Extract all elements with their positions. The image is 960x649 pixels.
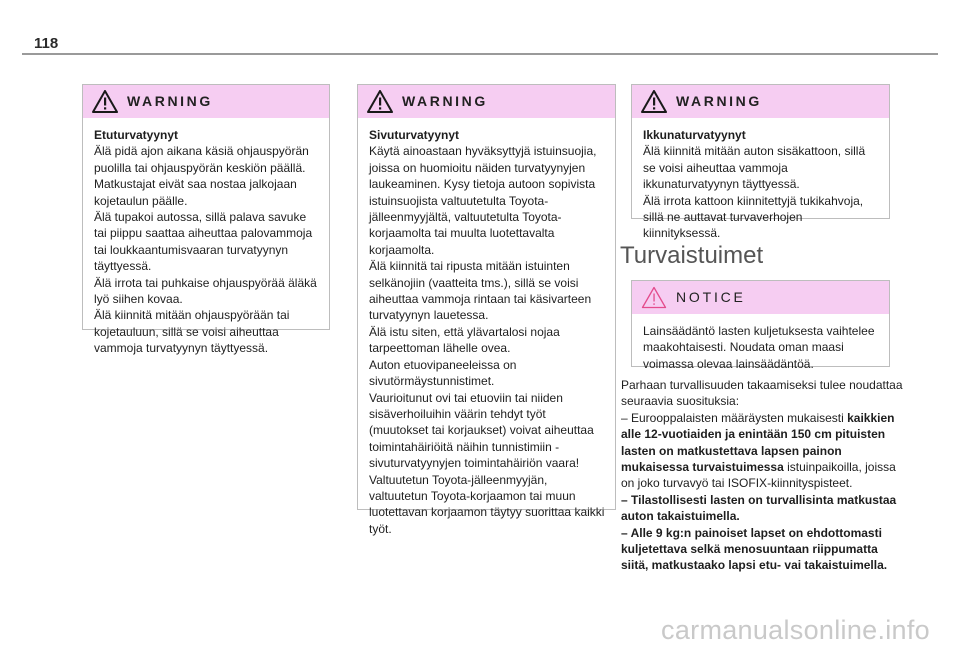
warning-subtitle: Sivuturvatyynyt <box>369 128 460 142</box>
warning-box-airbags-front <box>82 84 330 356</box>
recommendation-item-2: – Tilastollisesti lasten on turvallisinta matkustaa auton takaistuimella. <box>621 492 897 524</box>
recommendation-item-3: – Alle 9 kg:n painoiset lapset on ehdottomasti kuljetettava selkä menosuuntaan riippumatta siitä, matkustaako lapsi etu- vai takaistuimella. <box>621 525 888 573</box>
warning-header <box>358 85 615 118</box>
warning-label: WARNING <box>127 93 213 109</box>
watermark: carmanualsonline.info <box>661 615 930 645</box>
notice-header <box>632 281 889 314</box>
item-1-suffix: istuinpaikoilla, joissa on joko turvavyö tai ISOFIX-kiinnityspisteet. <box>621 460 896 491</box>
warning-body <box>83 118 329 366</box>
warning-line: Älä istu siten, että ylävartalosi nojaa tarpeettoman lähelle ovea. <box>369 324 560 356</box>
recommendation-item-1 <box>621 410 906 492</box>
warning-subtitle: Ikkunaturvatyynyt <box>643 128 746 142</box>
warning-body <box>358 118 615 546</box>
top-divider <box>22 53 938 55</box>
warning-line: Älä pidä ajon aikana käsiä ohjauspyörän puolilla tai ohjauspyörän keskiön päällä. <box>94 144 309 175</box>
warning-box-airbags-side <box>357 84 616 536</box>
page-number: 118 <box>34 35 59 52</box>
notice-text: Lainsäädäntö lasten kuljetuksesta vaihtelee maakohtaisesti. Noudata oman maasi voimassa olevaa lainsäädäntöä. <box>643 324 875 371</box>
warning-triangle-icon <box>641 90 667 113</box>
warning-line: Älä kiinnitä mitään auton sisäkattoon, sillä se voisi aiheuttaa vammoja ikkunaturvatyynyn täyttyessä. <box>643 144 866 192</box>
intro-paragraph: Parhaan turvallisuuden takaamiseksi tulee noudattaa seuraavia suosituksia: <box>621 378 903 409</box>
item-1-bold: kaikkien alle 12-vuotiaiden ja enintään 150 cm pituisten lasten on matkustettava lapsen painon mukaisessa turvaistuimessa <box>621 410 895 475</box>
warning-box-curtain-airbags <box>631 84 890 241</box>
warning-label: WARNING <box>402 93 488 109</box>
warning-line: Älä irrota kattoon kiinnitettyjä tukikahvoja, sillä ne auttavat turvaverhojen kiinnityksessä. <box>643 193 864 241</box>
notice-body <box>632 314 889 381</box>
warning-line: Älä kiinnitä mitään ohjauspyörään tai kojetauluun, sillä se voisi aiheuttaa vammoja turvatyynyn täyttyessä. <box>94 308 290 356</box>
warning-line: Älä tupakoi autossa, sillä palava savuke tai piippu saattaa aiheuttaa palovammoja tai loukkaantumisvaaran turvatyynyn täyttyessä. <box>94 210 313 274</box>
notice-box <box>631 280 890 371</box>
warning-body <box>632 118 889 251</box>
notice-triangle-icon <box>641 286 667 309</box>
child-seat-recommendations <box>621 377 906 574</box>
section-title: Turvaistuimet <box>620 242 764 269</box>
warning-line: Älä irrota tai puhkaise ohjauspyörää äläkä lyö siihen kovaa. <box>94 275 317 307</box>
warning-triangle-icon <box>92 90 118 113</box>
item-1-prefix: – Eurooppalaisten määräysten mukaisesti <box>621 410 848 425</box>
warning-line: Vaurioitunut ovi tai etuoviin tai niiden sisäverhoiluihin väärin tehdyt työt (muutokset tai korjaukset) voivat aiheuttaa toimintahäiriöitä näihin tunnistimiin - sivuturvatyynyjen toimintahäiriön vaara! <box>369 390 594 471</box>
notice-label: NOTICE <box>676 289 746 305</box>
warning-subtitle: Etuturvatyynyt <box>94 128 179 142</box>
warning-line: Älä kiinnitä tai ripusta mitään istuinten selkänojiin (vaatteita tms.), sillä se voisi aiheuttaa vammoja rintaan tai käsivarteen turvatyynyn lauetessa. <box>369 259 592 323</box>
warning-line: Käytä ainoastaan hyväksyttyjä istuinsuojia, joissa on huomioitu näiden turvatyynyjen laukeaminen. Kysy tietoja autoon sopivista istuinsuojista valtuutetulta Toyota-jälleenmyyjältä, valtuutetulta Toyota-korjaamolta tai muulta luotettavalta korjaamolta. <box>369 144 597 257</box>
warning-triangle-icon <box>367 90 393 113</box>
warning-line: Auton etuovipaneeleissa on sivutörmäystunnistimet. <box>369 357 517 389</box>
warning-line: Matkustajat eivät saa nostaa jalkojaan kojetaulun päälle. <box>94 177 297 208</box>
warning-label: WARNING <box>676 93 762 109</box>
warning-header <box>83 85 329 118</box>
warning-line: Valtuutetun Toyota-jälleenmyyjän, valtuutetun Toyota-korjaamon tai muun luotettavan korjaamon täytyy suorittaa kaikki työt. <box>369 472 605 536</box>
warning-header <box>632 85 889 118</box>
